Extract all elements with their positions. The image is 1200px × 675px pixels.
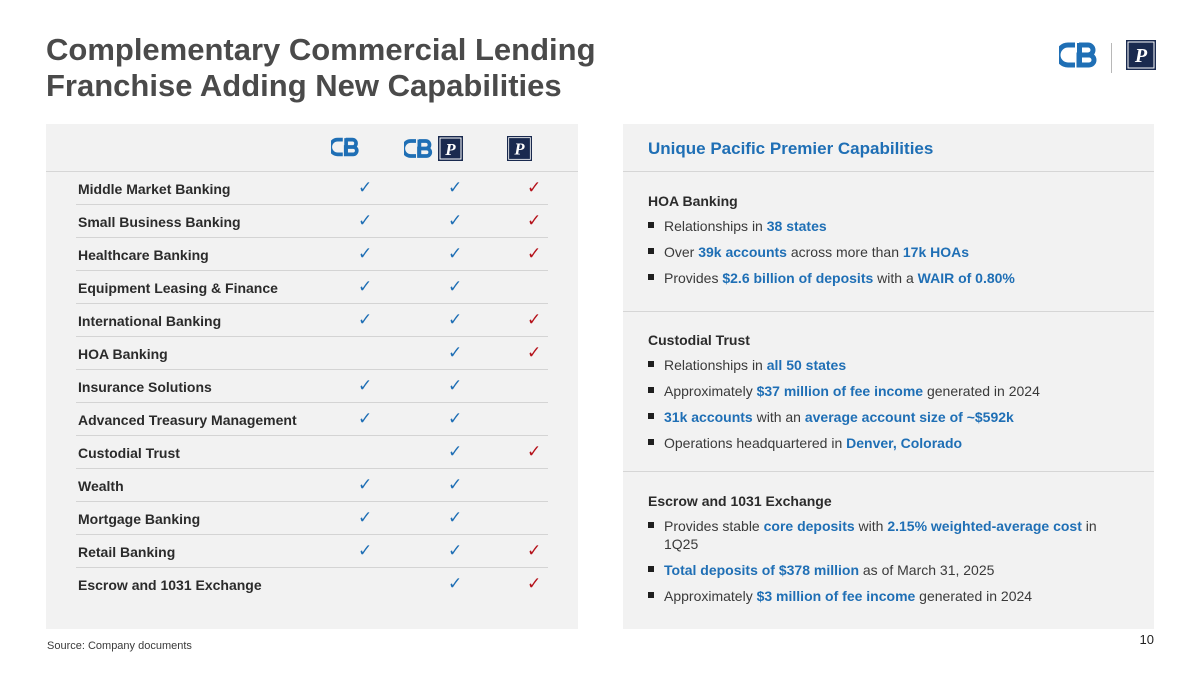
checkmark-icon: ✓ xyxy=(448,409,463,428)
cb-logo-icon xyxy=(331,136,359,163)
capability-row xyxy=(76,304,548,337)
capability-label: Small Business Banking xyxy=(78,214,241,230)
checkmark-icon: ✓ xyxy=(448,376,463,395)
source-note: Source: Company documents xyxy=(47,640,192,652)
capability-label: Middle Market Banking xyxy=(78,181,231,197)
capability-row xyxy=(76,337,548,370)
highlight-text: core deposits xyxy=(763,518,855,534)
bullet-text: with a xyxy=(873,270,918,286)
matrix-header xyxy=(46,124,578,172)
slide-title-line-2: Franchise Adding New Capabilities xyxy=(46,68,562,103)
capability-label: International Banking xyxy=(78,313,222,329)
checkmark-icon: ✓ xyxy=(358,508,373,527)
bullet-list xyxy=(648,217,1134,287)
bullet-item xyxy=(648,517,1134,553)
panel-heading: Unique Pacific Premier Capabilities xyxy=(623,124,1154,172)
checkmark-icon: ✓ xyxy=(448,178,463,197)
capability-row xyxy=(76,370,548,403)
checkmark-icon: ✓ xyxy=(448,211,463,230)
bullet-text: generated in 2024 xyxy=(923,383,1040,399)
checkmark-icon: ✓ xyxy=(448,310,463,329)
checkmark-icon: ✓ xyxy=(527,574,542,593)
checkmark-icon: ✓ xyxy=(358,310,373,329)
checkmark-icon: ✓ xyxy=(358,409,373,428)
highlight-text: Denver, Colorado xyxy=(846,435,963,451)
checkmark-icon: ✓ xyxy=(448,574,463,593)
capability-row xyxy=(76,271,548,304)
section-escrow-1031 xyxy=(623,472,1154,605)
bullet-item xyxy=(648,243,1134,261)
page-number: 10 xyxy=(1139,632,1154,647)
svg-text:P: P xyxy=(514,139,525,159)
highlight-text: 31k accounts xyxy=(664,409,753,425)
cb-pacific-premier-combined-icon xyxy=(404,136,466,167)
pacific-premier-logo-icon xyxy=(507,136,532,166)
section-hoa-banking xyxy=(623,172,1154,312)
highlight-text: $37 million of fee income xyxy=(756,383,924,399)
bullet-text: with an xyxy=(752,409,805,425)
bullet-item xyxy=(648,382,1134,400)
checkmark-icon: ✓ xyxy=(527,178,542,197)
checkmark-icon: ✓ xyxy=(358,541,373,560)
bullet-item xyxy=(648,356,1134,374)
checkmark-icon: ✓ xyxy=(448,475,463,494)
highlight-text: $2.6 billion of deposits xyxy=(722,270,874,286)
capability-row xyxy=(76,403,548,436)
checkmark-icon: ✓ xyxy=(527,442,542,461)
checkmark-icon: ✓ xyxy=(448,442,463,461)
capability-label: Wealth xyxy=(78,478,124,494)
capability-matrix xyxy=(46,124,578,629)
highlight-text: 38 states xyxy=(766,218,827,234)
header-logos xyxy=(1059,40,1156,75)
checkmark-icon: ✓ xyxy=(358,277,373,296)
slide-title xyxy=(46,32,596,104)
checkmark-icon: ✓ xyxy=(527,310,542,329)
bullet-item xyxy=(648,434,1134,452)
checkmark-icon: ✓ xyxy=(448,277,463,296)
capability-row xyxy=(76,436,548,469)
unique-capabilities-panel xyxy=(623,124,1154,629)
bullet-text: Provides stable xyxy=(664,518,764,534)
highlight-text: $3 million of fee income xyxy=(756,588,916,604)
highlight-text: 39k accounts xyxy=(698,244,787,260)
capability-row xyxy=(76,568,548,601)
capability-label: Mortgage Banking xyxy=(78,511,201,527)
bullet-item xyxy=(648,587,1134,605)
highlight-text: WAIR of 0.80% xyxy=(917,270,1015,286)
checkmark-icon: ✓ xyxy=(358,178,373,197)
checkmark-icon: ✓ xyxy=(358,244,373,263)
cb-logo-icon xyxy=(1059,41,1097,74)
capability-row xyxy=(76,172,548,205)
bullet-text: in 1Q25 xyxy=(664,518,1097,552)
capability-label: Custodial Trust xyxy=(78,445,180,461)
logo-divider xyxy=(1111,43,1112,73)
bullet-text: Over xyxy=(664,244,699,260)
checkmark-icon: ✓ xyxy=(448,343,463,362)
highlight-text: 17k HOAs xyxy=(902,244,970,260)
svg-text:P: P xyxy=(1134,45,1148,67)
bullet-text: Relationships in xyxy=(664,357,767,373)
bullet-text: as of March 31, 2025 xyxy=(859,562,995,578)
bullet-list xyxy=(648,356,1134,452)
section-title: Escrow and 1031 Exchange xyxy=(648,493,832,509)
section-custodial-trust xyxy=(623,312,1154,472)
section-title: HOA Banking xyxy=(648,193,738,209)
highlight-text: all 50 states xyxy=(766,357,847,373)
pacific-premier-logo-icon xyxy=(1126,40,1156,75)
checkmark-icon: ✓ xyxy=(527,211,542,230)
capability-label: Insurance Solutions xyxy=(78,379,212,395)
bullet-text: Provides xyxy=(664,270,723,286)
capability-label: HOA Banking xyxy=(78,346,168,362)
svg-text:P: P xyxy=(445,140,456,159)
bullet-item xyxy=(648,269,1134,287)
capability-label: Advanced Treasury Management xyxy=(78,412,297,428)
capability-label: Healthcare Banking xyxy=(78,247,209,263)
capability-row xyxy=(76,535,548,568)
bullet-text: with xyxy=(854,518,888,534)
highlight-text: 2.15% weighted-average cost xyxy=(887,518,1082,534)
bullet-item xyxy=(648,561,1134,579)
checkmark-icon: ✓ xyxy=(527,244,542,263)
capability-row xyxy=(76,502,548,535)
checkmark-icon: ✓ xyxy=(358,211,373,230)
matrix-rows xyxy=(46,172,578,601)
checkmark-icon: ✓ xyxy=(448,244,463,263)
bullet-text: Approximately xyxy=(664,588,757,604)
checkmark-icon: ✓ xyxy=(358,376,373,395)
highlight-text: average account size of ~$592k xyxy=(804,409,1014,425)
capability-label: Escrow and 1031 Exchange xyxy=(78,577,262,593)
bullet-text: Approximately xyxy=(664,383,757,399)
capability-row xyxy=(76,238,548,271)
checkmark-icon: ✓ xyxy=(358,475,373,494)
highlight-text: Total deposits of $378 million xyxy=(664,562,859,578)
bullet-text: Relationships in xyxy=(664,218,767,234)
checkmark-icon: ✓ xyxy=(527,343,542,362)
capability-label: Retail Banking xyxy=(78,544,176,560)
capability-label: Equipment Leasing & Finance xyxy=(78,280,278,296)
bullet-text: generated in 2024 xyxy=(915,588,1033,604)
bullet-text: Operations headquartered in xyxy=(664,435,847,451)
bullet-item xyxy=(648,217,1134,235)
slide-title-line-1: Complementary Commercial Lending xyxy=(46,32,596,67)
checkmark-icon: ✓ xyxy=(448,541,463,560)
bullet-text: across more than xyxy=(786,244,903,260)
bullet-item xyxy=(648,408,1134,426)
capability-row xyxy=(76,469,548,502)
section-title: Custodial Trust xyxy=(648,332,750,348)
checkmark-icon: ✓ xyxy=(448,508,463,527)
checkmark-icon: ✓ xyxy=(527,541,542,560)
bullet-list xyxy=(648,517,1134,605)
capability-row xyxy=(76,205,548,238)
